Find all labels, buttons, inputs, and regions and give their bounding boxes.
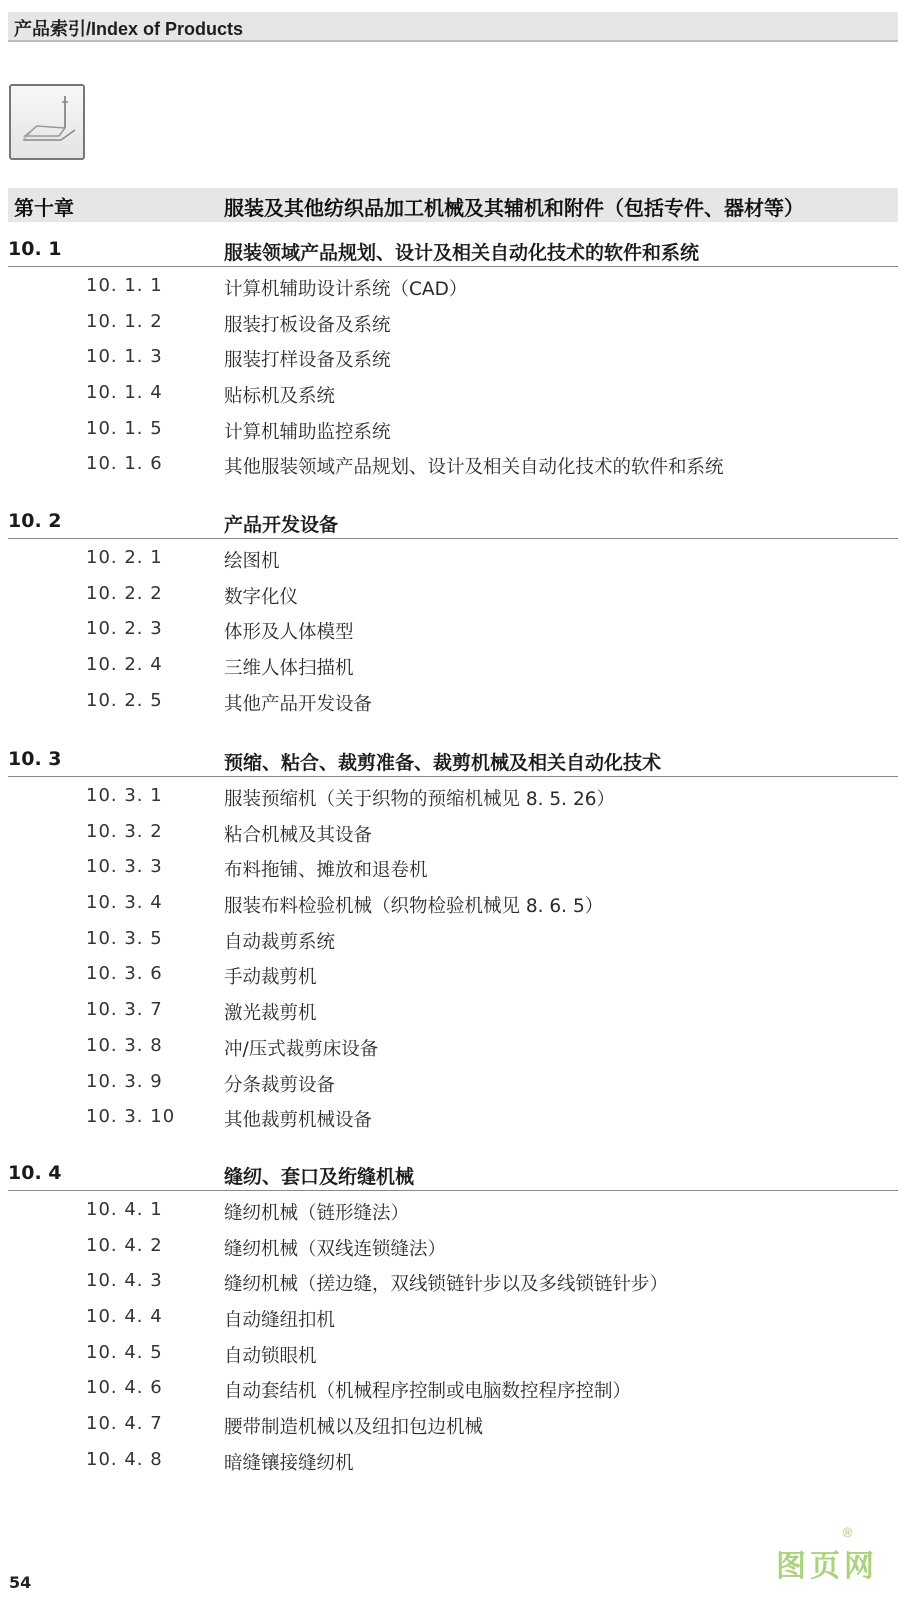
item-label: 自动锁眼机 [224,1345,317,1367]
sewing-machine-icon [9,84,85,160]
list-item [0,1195,906,1231]
list-item [0,924,906,960]
section-10-2 [0,506,906,721]
list-item [0,959,906,995]
section-number: 10. 2 [8,510,62,532]
item-label: 计算机辅助设计系统（CAD） [224,279,468,300]
section-header [0,506,906,540]
list-item [0,342,906,378]
chapter-title: 服装及其他纺织品加工机械及其辅机和附件（包括专件、器材等） [224,196,804,220]
section-title: 产品开发设备 [224,514,339,536]
section-title: 预缩、粘合、裁剪准备、裁剪机械及相关自动化技术 [224,752,662,774]
list-item [0,1302,906,1338]
list-item [0,579,906,615]
item-label: 体形及人体模型 [224,622,354,644]
item-label: 贴标机及系统 [224,386,336,408]
page-number: 54 [9,1573,32,1592]
item-code: 10. 4. 7 [86,1413,163,1435]
item-code: 10. 1. 2 [86,310,163,332]
item-label: 缝纫机械（搓边缝，双线锁链针步以及多线锁链针步） [224,1274,669,1296]
list-item [0,1409,906,1445]
registered-mark: ® [841,1526,854,1541]
item-code: 10. 2. 4 [86,654,163,676]
item-label: 自动缝纽扣机 [224,1310,336,1332]
section-divider [8,266,898,267]
list-item [0,307,906,343]
item-code: 10. 1. 5 [86,417,163,439]
chapter-heading [8,188,898,222]
section-number: 10. 4 [8,1162,62,1184]
index-header-title-cn: 产品索引/ [14,19,92,39]
item-code: 10. 3. 7 [86,999,163,1021]
list-item [0,852,906,888]
item-label: 粘合机械及其设备 [224,824,373,846]
item-code: 10. 3. 4 [86,892,163,914]
item-code: 10. 3. 1 [86,785,163,806]
item-label: 暗缝镶接缝纫机 [224,1452,354,1474]
item-code: 10. 4. 1 [86,1199,163,1220]
item-label: 缝纫机械（链形缝法） [224,1203,410,1224]
list-item [0,614,906,650]
list-item [0,1231,906,1267]
item-label: 服装布料检验机械（织物检验机械见 8. 6. 5） [224,896,604,918]
list-item [0,1445,906,1481]
list-item [0,995,906,1031]
item-code: 10. 1. 1 [86,275,163,296]
item-code: 10. 2. 1 [86,547,163,568]
list-item [0,781,906,817]
section-header [0,1158,906,1192]
index-header-title-en: Index of Products [91,19,244,39]
list-item [0,817,906,853]
item-code: 10. 3. 10 [86,1106,176,1128]
chapter-number: 第十章 [14,196,74,220]
list-item [0,1067,906,1103]
item-code: 10. 3. 2 [86,820,163,842]
item-label: 缝纫机械（双线连锁缝法） [224,1238,447,1260]
item-code: 10. 1. 3 [86,346,163,368]
item-label: 腰带制造机械以及纽扣包边机械 [224,1417,484,1439]
item-code: 10. 1. 6 [86,453,163,475]
section-divider [8,538,898,539]
section-header [0,234,906,268]
list-item [0,378,906,414]
list-item [0,1031,906,1067]
list-item [0,1102,906,1138]
list-item [0,686,906,722]
list-item [0,650,906,686]
item-label: 其他服装领域产品规划、设计及相关自动化技术的软件和系统 [224,457,724,479]
list-item [0,1338,906,1374]
item-code: 10. 2. 5 [86,689,163,711]
item-code: 10. 2. 3 [86,618,163,640]
item-label: 服装打样设备及系统 [224,350,391,372]
section-10-4 [0,1158,906,1481]
item-code: 10. 4. 3 [86,1270,163,1292]
item-code: 10. 3. 8 [86,1034,163,1056]
section-header [0,744,906,778]
list-item [0,414,906,450]
item-code: 10. 4. 8 [86,1448,163,1470]
section-title: 缝纫、套口及绗缝机械 [224,1166,415,1188]
item-code: 10. 3. 9 [86,1070,163,1092]
list-item [0,271,906,307]
section-divider [8,776,898,777]
index-header-title [14,15,243,41]
item-code: 10. 4. 2 [86,1234,163,1256]
item-label: 分条裁剪设备 [224,1074,336,1096]
item-code: 10. 4. 6 [86,1377,163,1399]
item-label: 数字化仪 [224,586,299,608]
item-label: 自动裁剪系统 [224,931,336,953]
list-item [0,888,906,924]
section-number: 10. 1 [8,238,62,260]
section-10-1 [0,234,906,485]
item-label: 其他裁剪机械设备 [224,1110,373,1132]
item-label: 三维人体扫描机 [224,658,354,680]
item-label: 服装预缩机（关于织物的预缩机械见 8. 5. 26） [224,789,615,810]
item-label: 手动裁剪机 [224,967,317,989]
item-label: 其他产品开发设备 [224,693,373,715]
item-code: 10. 4. 5 [86,1341,163,1363]
item-label: 冲/压式裁剪床设备 [224,1038,379,1060]
item-code: 10. 3. 6 [86,963,163,985]
item-label: 自动套结机（机械程序控制或电脑数控程序控制） [224,1381,632,1403]
section-10-3 [0,744,906,1138]
list-item [0,449,906,485]
index-header-bar [8,12,898,42]
list-item [0,1373,906,1409]
list-item [0,543,906,579]
item-label: 布料拖铺、摊放和退卷机 [224,860,428,882]
section-divider [8,1190,898,1191]
item-label: 服装打板设备及系统 [224,314,391,336]
section-number: 10. 3 [8,748,62,770]
item-label: 计算机辅助监控系统 [224,421,391,443]
item-code: 10. 1. 4 [86,382,163,404]
item-label: 激光裁剪机 [224,1003,317,1025]
item-code: 10. 3. 5 [86,927,163,949]
watermark-logo: 图页网 [776,1549,878,1584]
item-code: 10. 2. 2 [86,582,163,604]
section-title: 服装领域产品规划、设计及相关自动化技术的软件和系统 [224,242,700,264]
item-code: 10. 4. 4 [86,1306,163,1328]
item-label: 绘图机 [224,551,280,572]
item-code: 10. 3. 3 [86,856,163,878]
list-item [0,1266,906,1302]
